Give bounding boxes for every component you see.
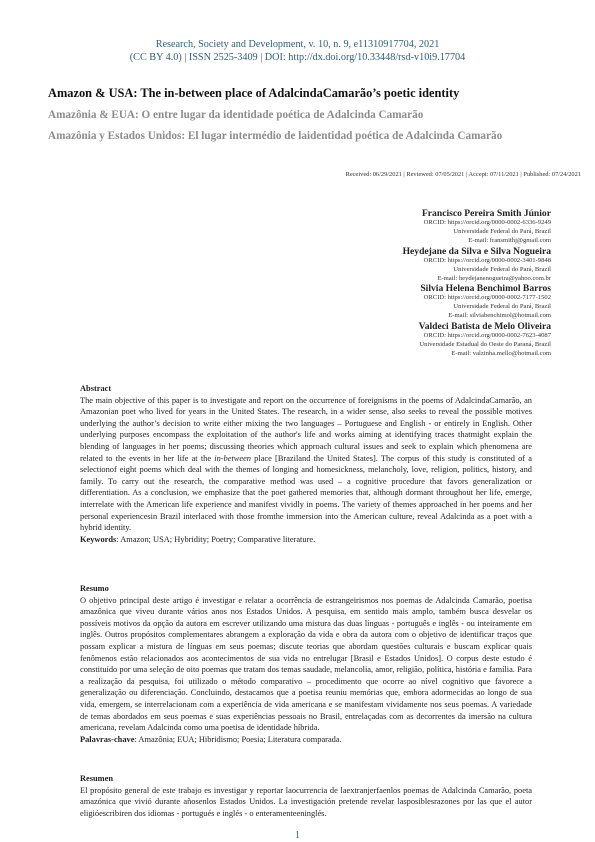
resumen-heading: Resumen (80, 774, 114, 783)
author-orcid-link[interactable]: ORCID: https://orcid.org/0000-0002-3401-9848 (423, 256, 551, 264)
resumo-keywords: Palavras-chave: Amazônia; EUA; Hibridismo; Poesia; Literatura comparada. (80, 734, 342, 744)
author-email-link[interactable]: E-mail: heydejanenogueira@yahoo.com.br (437, 274, 551, 282)
author-affiliation: Universidade Federal do Pará, Brazil (453, 227, 551, 235)
author-block (231, 208, 551, 246)
author-name: Heydejane da Silva e Silva Nogueira (402, 245, 551, 257)
author-block (231, 283, 551, 321)
resumo-section (80, 583, 532, 745)
author-name: Valdeci Batista de Melo Oliveira (418, 321, 551, 333)
author-affiliation: Universidade Federal do Pará, Brazil (453, 303, 551, 311)
resumo-body: O objetivo principal deste artigo é investigar e relatar a ocorrência de estrangeirismos nos poemas de Adalcinda Camarão, poetisa amazônica que viveu durante vários anos nos Estados Unidos. A pesquisa, em sentido mais amplo, também busca desvelar os possíveis motivos da opção da autora em escrever utilizando uma mistura das duas línguas - português e inglês - ou inteiramente em inglês. Outros propósitos complementares abrangem a exploração da vida e obra da autora com o objetivo de identificar traços que possam explicar a mistura de línguas em seus poemas; discute teorias que abordam questões culturais e buscam explicar quais fenômenos estão relacionados aos acontecimentos de sua vida no entrelugar [Brasil e Estados Unidos]. O corpus deste estudo é constituído por uma seleção de oito poemas que tratam dos temas saudade, melancolia, amor, religião, política, história e família. Para a realização da pesquisa, foi utilizado o método comparativo – procedimento que ocorre ao nível cognitivo que favorece a generalização ou diferenciação. Concluindo, destacamos que a poetisa reuniu memórias que, embora adormecidas ao longo de sua vida, emergem, se interrelacionam com a experiência de vida americana e se manifestam vividamente nos seus poemas. A variedade de temas abordados em seus poemas e suas experiências pessoais no Brasil, entrelaçadas com as decorrentes da imersão na cultura americana, revelam Adalcinda como uma poetisa de identidade híbrida. (80, 595, 532, 733)
publication-dates: Received: 06/29/2021 | Reviewed: 07/05/2021 | Accept: 07/11/2021 | Published: 07/24/2021 (345, 171, 581, 178)
author-email-link[interactable]: E-mail: fransmithj@gmail.com (468, 236, 551, 244)
title-spanish: Amazônia y Estados Unidos: El lugar intermédio de laidentidad poética de Adalcinda Camarão (48, 130, 503, 142)
resumen-section (80, 773, 532, 819)
journal-issn-doi[interactable]: (CC BY 4.0) | ISSN 2525-3409 | DOI: http://dx.doi.org/10.33448/rsd-v10i9.17704 (129, 52, 466, 63)
author-block (231, 246, 551, 284)
author-orcid-link[interactable]: ORCID: https://orcid.org/0000-0002-6336-9249 (423, 219, 551, 226)
abstract-body: The main objective of this paper is to investigate and report on the occurrence of foreignisms in the poems of AdalcindaCamarão, an Amazonian poet who lived for years in the United States. The research, in a wider sense, also seeks to reveal the possible motives underlying the author’s decision to write either mixing the two languages – Portuguese and English - or entirely in English. Other underlying purposes encompass the exploitation of the author's life and works aiming at identifying traces thatmight explain the blending of languages in her poems; discussing theories which approach cultural issues and seek to explain which phenomena are related to the events in her life at the in-between place [Braziland the United States]. The corpus of this study is constituted of a selectionof eight poems which deal with the themes of longing and homesickness, melancholy, love, religion, politics, history, and family. To carry out the research, the comparative method was used – a cognitive procedure that favors generalization or differentiation. As a conclusion, we emphasize that the poet gathered memories that, although dormant throughout her life, emerge, interrelate with the American life experience and manifest vividly in poems. The variety of themes approached in her poems and her personal experiencesin Brazil interlaced with those fromthe immersion into the American culture, reveal Adalcinda as a poet with a hybrid identity. (80, 395, 532, 533)
journal-header (0, 38, 595, 64)
author-email-link[interactable]: E-mail: silviabenchimol@hotmail.com (448, 312, 551, 320)
journal-citation: Research, Society and Development, v. 10, n. 9, e11310917704, 2021 (155, 39, 440, 50)
title-english: Amazon & USA: The in-between place of AdalcindaCamarão’s poetic identity (48, 86, 460, 100)
abstract-keywords: Keywords: Amazon; USA; Hybridity; Poetry; Comparative literature. (80, 534, 316, 544)
author-affiliation: Universidade Federal do Pará, Brazil (453, 265, 551, 273)
author-orcid-link[interactable]: ORCID: https://orcid.org/0000-0002-7623-4087 (423, 332, 551, 340)
author-affiliation: Universidade Estadual do Oeste do Paraná, Brazil (419, 341, 551, 349)
page-number: 1 (295, 830, 300, 841)
abstract-heading: Abstract (80, 384, 112, 393)
resumen-body: El propósito general de este trabajo es investigar y reportar laocurrencia de laextranjerfaenlos poemas de Adalcinda Camarão, poeta amazónica que vivió durante añosenlos Estados Unidos. La investigación pretende revelar lasposiblesrazones por las que el autor eligióescribiren dos idiomas - portugués e inglés - o enteramenteeninglés. (80, 785, 532, 818)
author-list (231, 208, 551, 359)
title-portuguese: Amazônia & EUA: O entre lugar da identidade poética de Adalcinda Camarão (48, 109, 424, 121)
author-email-link[interactable]: E-mail: valzinha.mello@hotmail.com (451, 349, 551, 357)
author-name: Silvia Helena Benchimol Barros (420, 283, 551, 295)
author-orcid-link[interactable]: ORCID: https://orcid.org/0000-0002-7177-1502 (423, 294, 551, 302)
abstract-section (80, 383, 532, 545)
author-block (231, 321, 551, 359)
resumo-heading: Resumo (80, 584, 109, 593)
author-name: Francisco Pereira Smith Júnior (421, 208, 551, 219)
